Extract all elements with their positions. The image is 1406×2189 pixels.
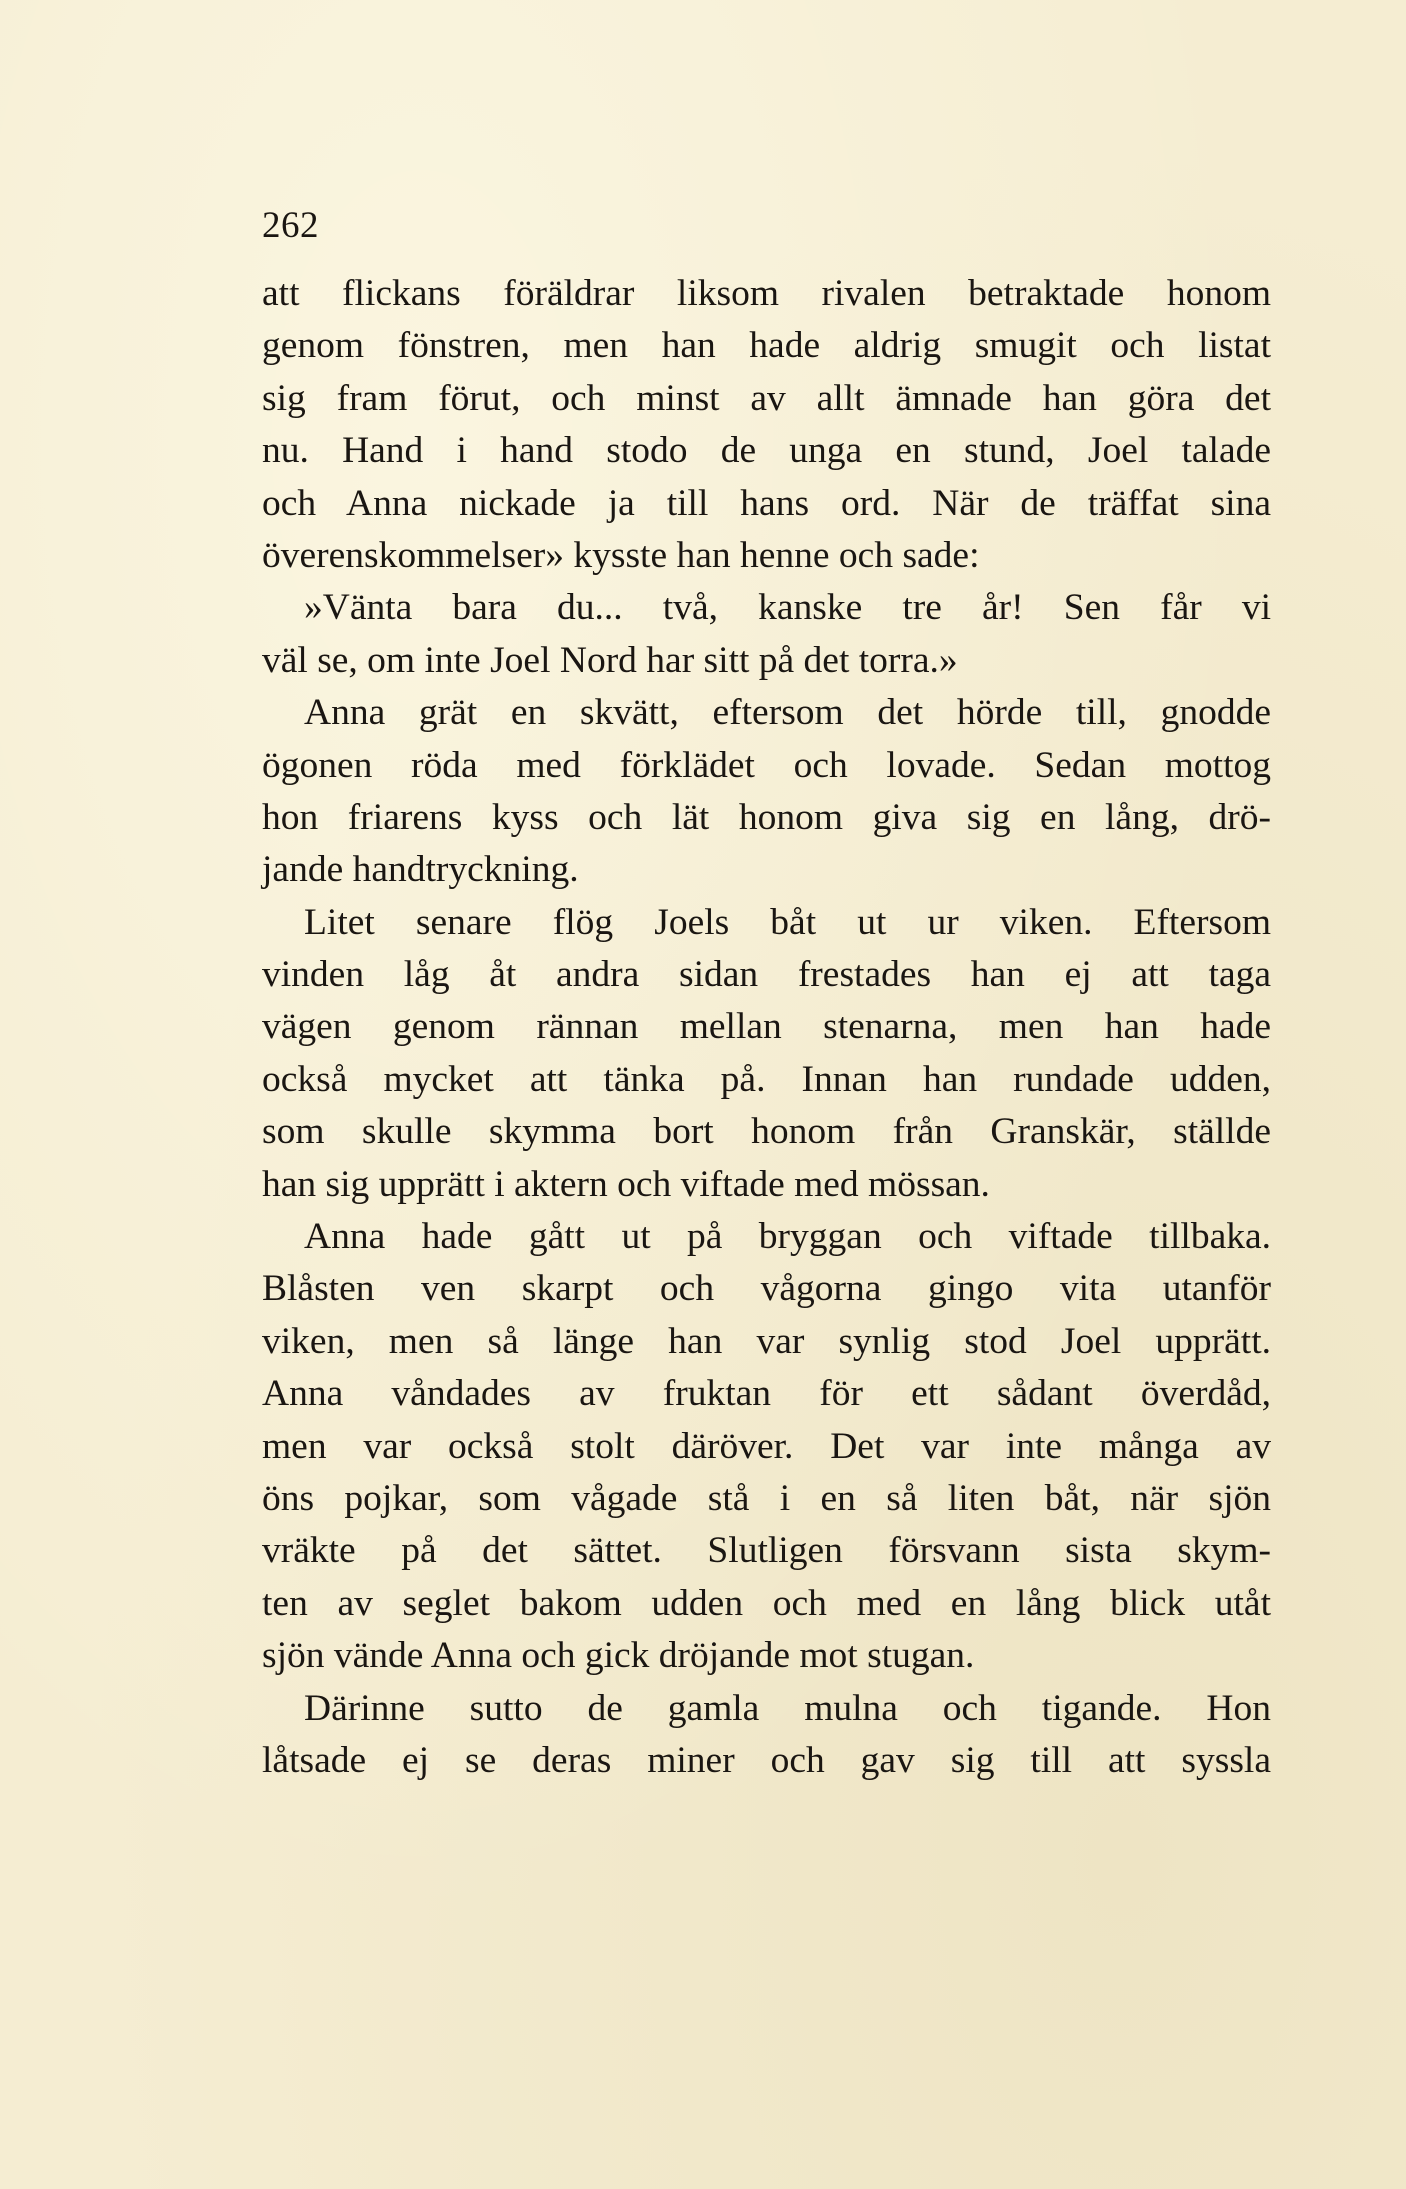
text-line: att flickans föräldrar liksom rivalen betraktade honom bbox=[262, 273, 1271, 314]
text-line: han sig upprätt i aktern och viftade med mössan. bbox=[262, 1163, 990, 1205]
text-line: väl se, om inte Joel Nord har sitt på det torra.» bbox=[262, 639, 958, 681]
text-line: Litet senare flög Joels båt ut ur viken. Eftersom bbox=[304, 901, 1271, 943]
text-line: Därinne sutto de gamla mulna och tigande. Hon bbox=[304, 1687, 1271, 1729]
text-line: Blåsten ven skarpt och vågorna gingo vita utanför bbox=[262, 1268, 1271, 1310]
text-line: och Anna nickade ja till hans ord. När de träffat sina bbox=[262, 482, 1271, 524]
text-line: Anna grät en skvätt, eftersom det hörde till, gnodde bbox=[304, 692, 1271, 734]
text-line: vräkte på det sättet. Slutligen försvann sista skym- bbox=[262, 1530, 1271, 1572]
text-line: »Vänta bara du... två, kanske tre år! Sen får vi bbox=[304, 587, 1271, 629]
text-line: men var också stolt däröver. Det var inte många av bbox=[262, 1425, 1271, 1467]
text-line: hon friarens kyss och lät honom giva sig en lång, drö- bbox=[262, 796, 1271, 838]
text-line: jande handtryckning. bbox=[262, 849, 579, 891]
text-line: ögonen röda med förklädet och lovade. Sedan mottog bbox=[262, 744, 1271, 786]
text-line: som skulle skymma bort honom från Granskär, ställde bbox=[262, 1111, 1271, 1153]
text-line: genom fönstren, men han hade aldrig smugit och listat bbox=[262, 325, 1271, 367]
text-line: nu. Hand i hand stodo de unga en stund, Joel talade bbox=[262, 430, 1271, 472]
text-line: överenskommelser» kysste han henne och sade: bbox=[262, 534, 980, 576]
text-line: viken, men så länge han var synlig stod Joel upprätt. bbox=[262, 1320, 1271, 1362]
text-line: sjön vände Anna och gick dröjande mot stugan. bbox=[262, 1635, 975, 1677]
text-line: Anna hade gått ut på bryggan och viftade tillbaka. bbox=[304, 1216, 1271, 1258]
text-line: låtsade ej se deras miner och gav sig till att syssla bbox=[262, 1739, 1271, 1781]
text-line: Anna våndades av fruktan för ett sådant överdåd, bbox=[262, 1373, 1271, 1415]
text-line: vinden låg åt andra sidan frestades han ej att taga bbox=[262, 954, 1271, 996]
text-line: ten av seglet bakom udden och med en lång blick utåt bbox=[262, 1582, 1271, 1624]
text-line: öns pojkar, som vågade stå i en så liten båt, när sjön bbox=[262, 1477, 1271, 1519]
body-text bbox=[262, 268, 1271, 1787]
text-line: sig fram förut, och minst av allt ämnade han göra det bbox=[262, 377, 1271, 419]
text-line: vägen genom rännan mellan stenarna, men han hade bbox=[262, 1006, 1271, 1048]
text-line: också mycket att tänka på. Innan han rundade udden, bbox=[262, 1058, 1271, 1100]
page-number: 262 bbox=[262, 205, 319, 246]
